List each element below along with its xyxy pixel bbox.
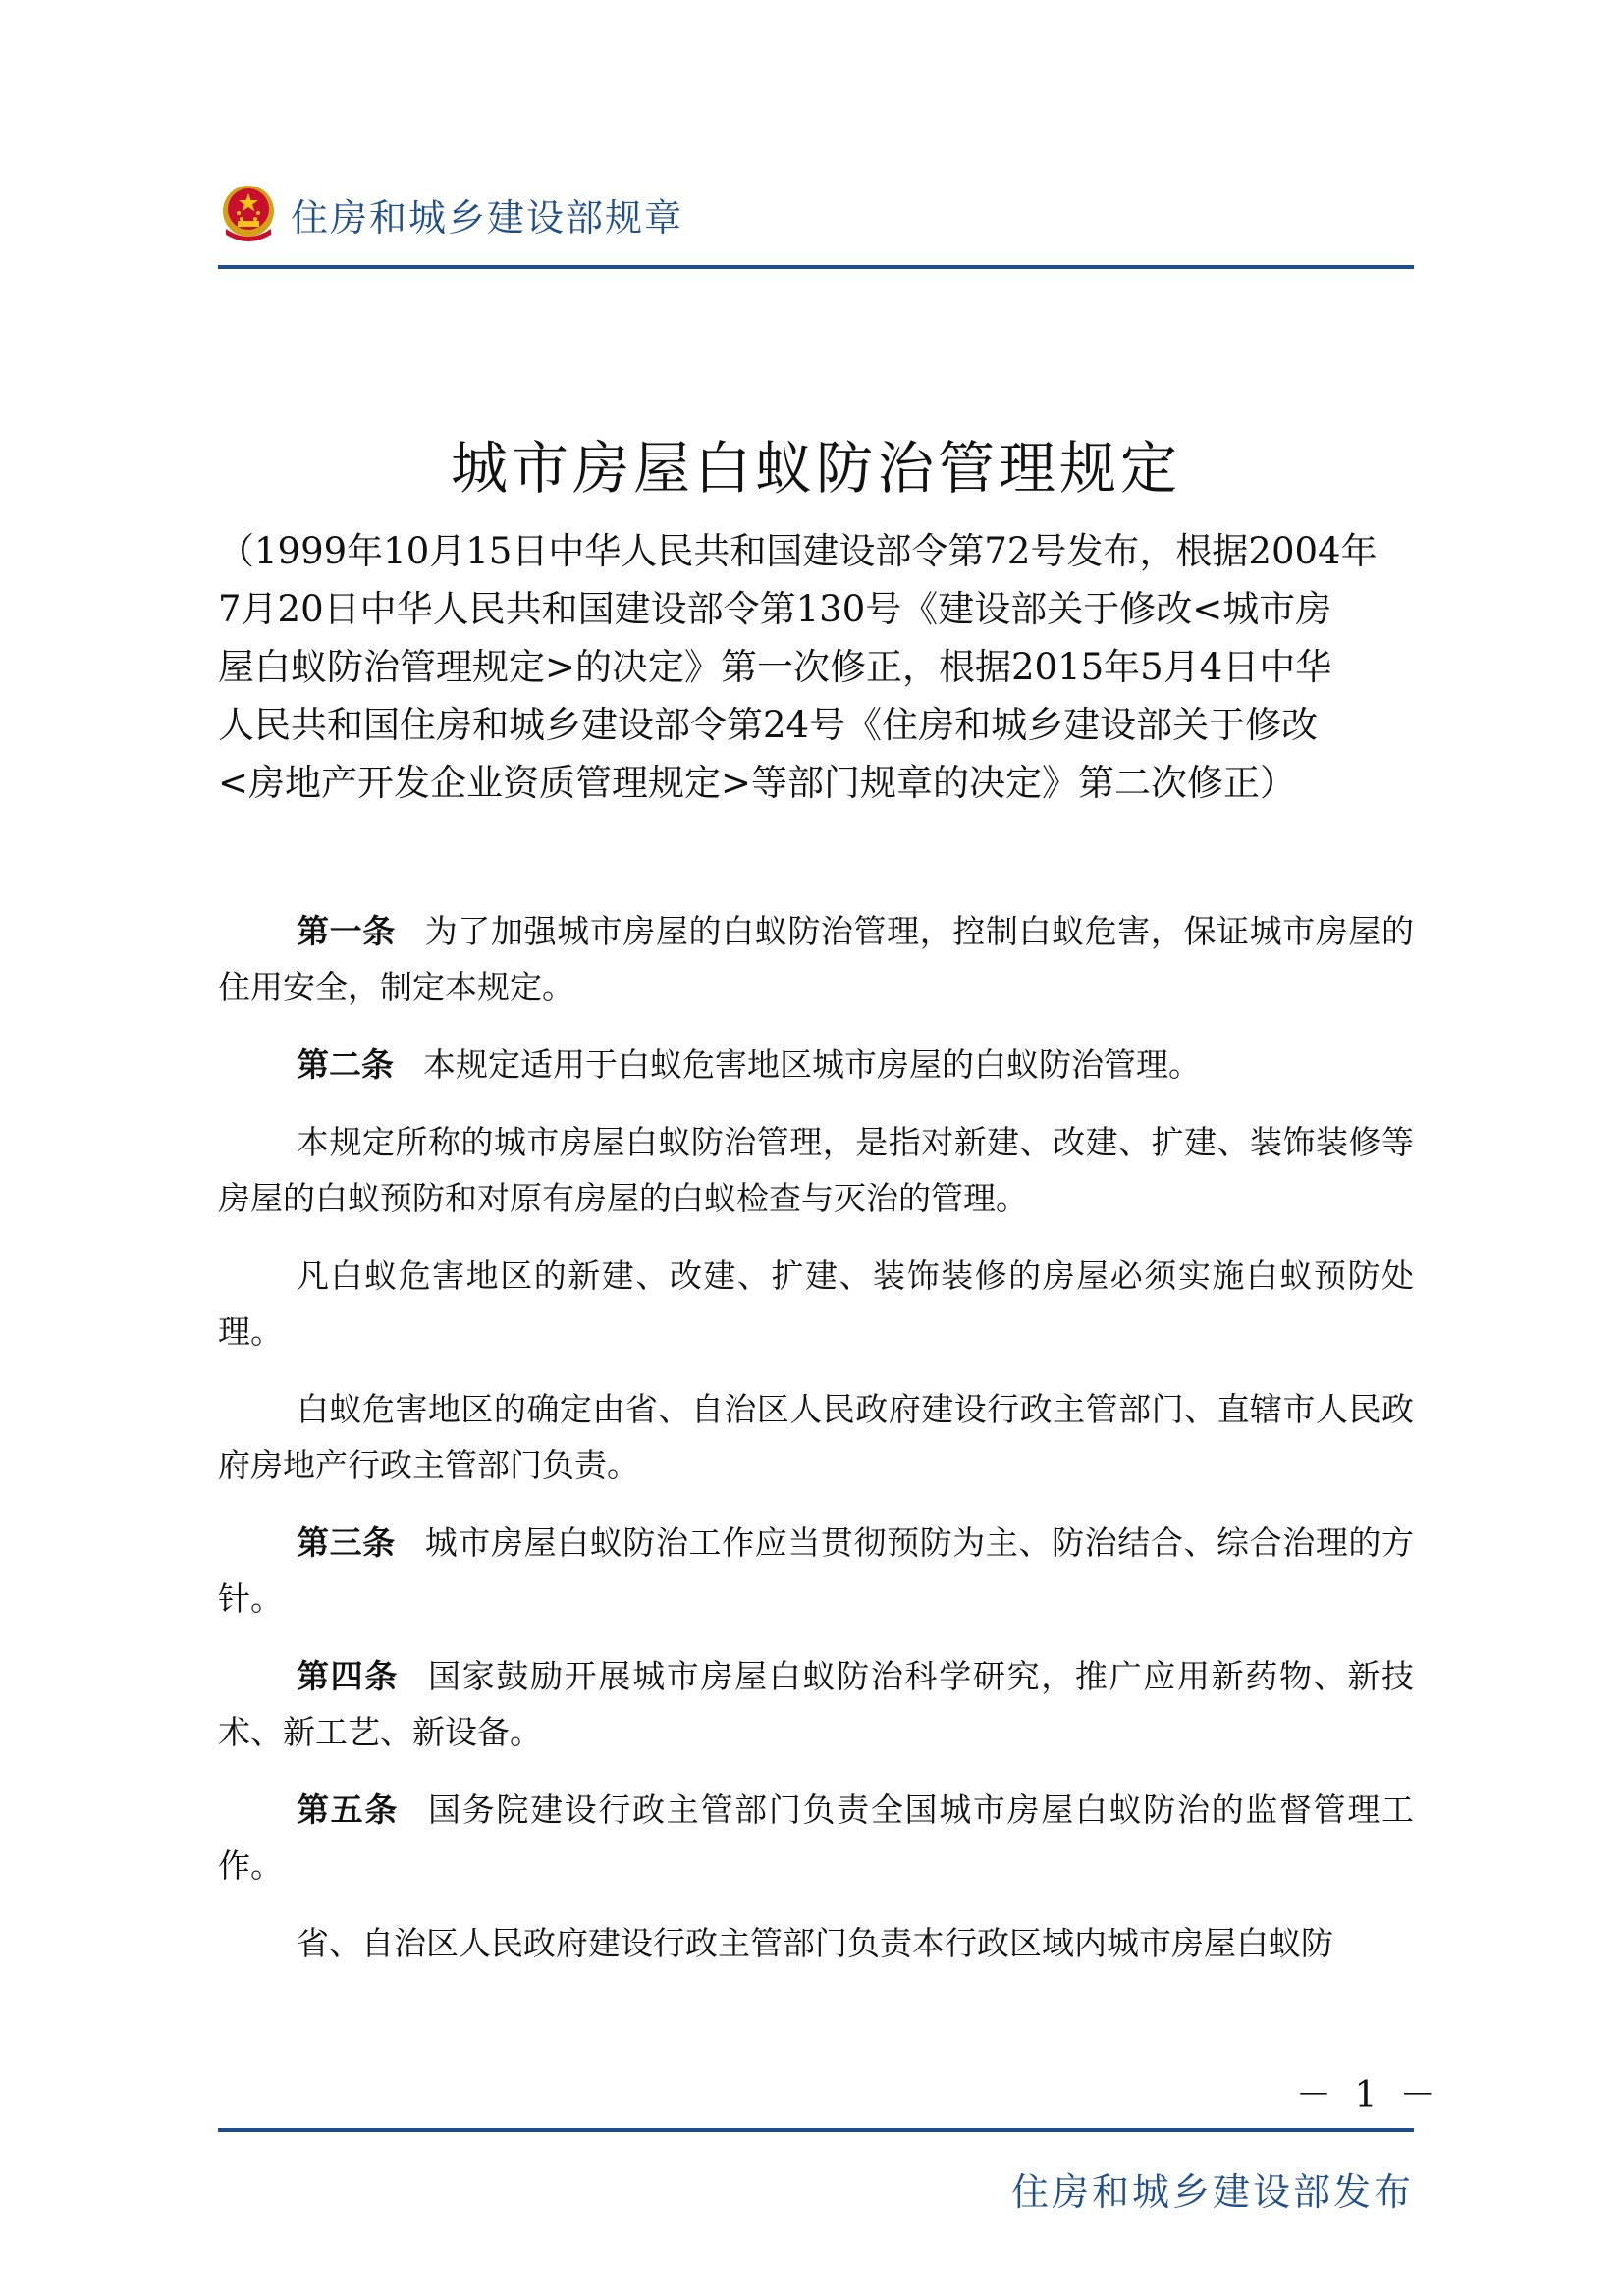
article-text: 国家鼓励开展城市房屋白蚁防治科学研究，推广应用新药物、新技术、新工艺、新设备。: [218, 1657, 1415, 1751]
page-header: [218, 175, 683, 253]
document-subtitle: [218, 522, 1406, 812]
article-paragraph: [218, 1037, 1414, 1093]
article-text: 白蚁危害地区的确定由省、自治区人民政府建设行政主管部门、直辖市人民政府房地产行政主管部门负责。: [218, 1390, 1414, 1484]
footer-divider: [218, 2128, 1414, 2132]
article-text: 凡白蚁危害地区的新建、改建、扩建、装饰装修的房屋必须实施白蚁预防处理。: [218, 1256, 1414, 1351]
article-text: 本规定所称的城市房屋白蚁防治管理，是指对新建、改建、扩建、装饰装修等房屋的白蚁预防和对原有房屋的白蚁检查与灭治的管理。: [218, 1123, 1414, 1217]
article-label: 第二条: [297, 1045, 394, 1084]
header-divider: [218, 265, 1414, 269]
article-label: 第三条: [297, 1523, 396, 1562]
article-text: 省、自治区人民政府建设行政主管部门负责本行政区域内城市房屋白蚁防: [297, 1924, 1333, 1962]
article-text: 为了加强城市房屋的白蚁防治管理，控制白蚁危害，保证城市房屋的住用安全，制定本规定。: [218, 912, 1414, 1006]
article-paragraph: [218, 1648, 1414, 1760]
article-label: 第一条: [297, 912, 396, 950]
subtitle-line: 屋白蚁防治管理规定>的决定》第一次修正，根据2015年5月4日中华: [218, 646, 1332, 688]
header-title: 住房和城乡建设部规章: [291, 195, 684, 240]
article-paragraph: [218, 1381, 1414, 1493]
page-number: － 1 －: [1296, 2075, 1441, 2115]
subtitle-line: 人民共和国住房和城乡建设部令第24号《住房和城乡建设部关于修改: [218, 704, 1319, 746]
article-text: 城市房屋白蚁防治工作应当贯彻预防为主、防治结合、综合治理的方针。: [218, 1523, 1414, 1618]
article-paragraph: [218, 1248, 1414, 1360]
article-paragraph: [218, 903, 1414, 1015]
article-text: 国务院建设行政主管部门负责全国城市房屋白蚁防治的监督管理工作。: [218, 1790, 1415, 1885]
document-title: 城市房屋白蚁防治管理规定: [450, 435, 1181, 502]
footer-publisher: 住房和城乡建设部发布: [1010, 2170, 1414, 2214]
national-emblem-icon: [218, 184, 279, 244]
article-paragraph: [218, 1915, 1414, 1971]
article-text: 本规定适用于白蚁危害地区城市房屋的白蚁防治管理。: [423, 1045, 1201, 1084]
article-label: 第五条: [297, 1790, 400, 1829]
document-body: [218, 903, 1414, 1993]
subtitle-line: 7月20日中华人民共和国建设部令第130号《建设部关于修改<城市房: [218, 588, 1332, 630]
article-paragraph: [218, 1782, 1414, 1894]
subtitle-line: （1999年10月15日中华人民共和国建设部令第72号发布，根据2004年: [218, 530, 1378, 572]
article-label: 第四条: [297, 1657, 400, 1695]
article-paragraph: [218, 1114, 1414, 1226]
article-paragraph: [218, 1515, 1414, 1627]
subtitle-line: <房地产开发企业资质管理规定>等部门规章的决定》第二次修正）: [218, 762, 1297, 804]
